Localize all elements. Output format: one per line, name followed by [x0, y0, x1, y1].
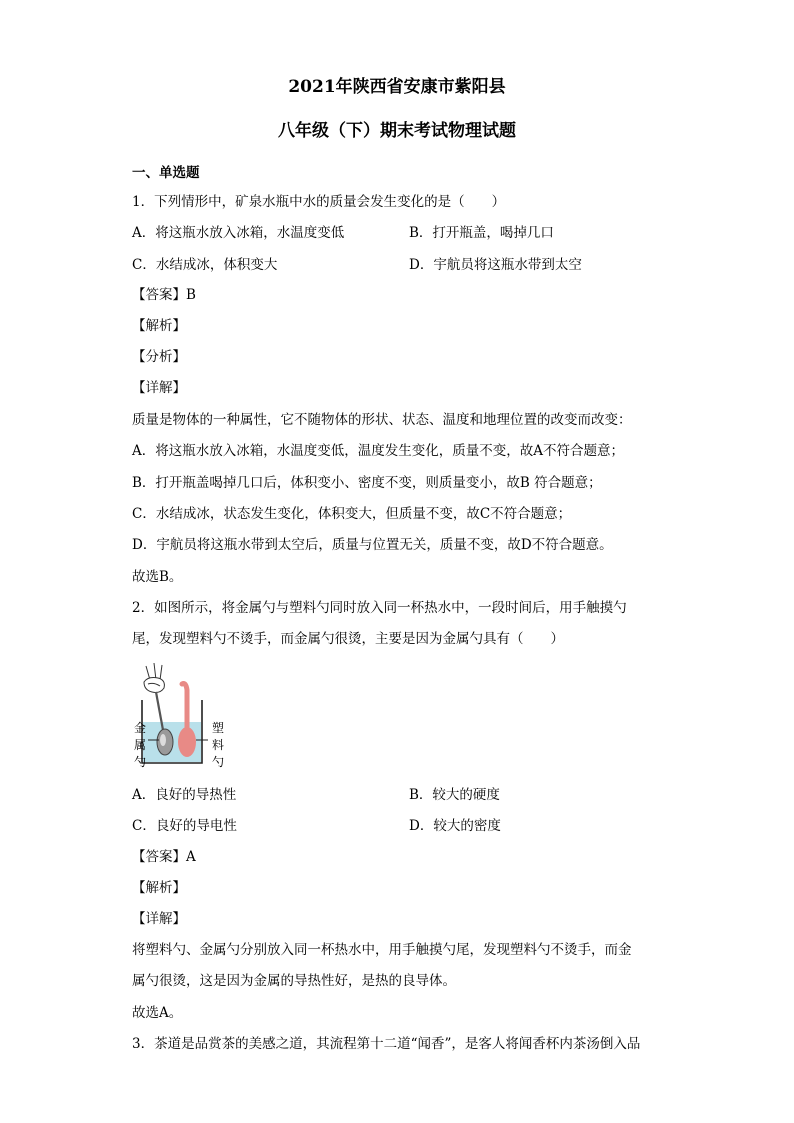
q1-stem: 1．下列情形中，矿泉水瓶中水的质量会发生变化的是（ ） [132, 194, 506, 210]
q2-option-b: B．较大的硬度 [409, 787, 500, 803]
metal-spoon-label-char: 金 [133, 721, 146, 735]
plastic-spoon-label-char: 塑 [211, 721, 224, 735]
q1-answer: 【答案】B [132, 287, 196, 303]
q2-jiexi-label: 【解析】 [132, 880, 186, 896]
hand-icon [144, 663, 164, 693]
q2-option-c: C．良好的导电性 [132, 818, 237, 834]
q2-option-d: D．较大的密度 [409, 818, 501, 834]
q1-xiangjie-label: 【详解】 [132, 380, 186, 396]
q1-explain-line: D．宇航员将这瓶水带到太空后，质量与位置无关，质量不变，故D不符合题意。 [132, 537, 613, 553]
q1-option-d: D．宇航员将这瓶水带到太空 [409, 257, 582, 273]
q2-conclusion: 故选A。 [132, 1005, 183, 1021]
metal-spoon-label-char: 勺 [133, 755, 146, 769]
document-title-line2: 八年级（下）期末考试物理试题 [278, 121, 516, 141]
q3-stem-line1: 3．茶道是品赏茶的美感之道，其流程第十二道“闻香”，是客人将闻香杯内茶汤倒入品 [132, 1036, 641, 1052]
q1-jiexi-label: 【解析】 [132, 318, 186, 334]
section-heading: 一、单选题 [132, 165, 200, 181]
plastic-spoon-label-char: 勺 [211, 755, 224, 769]
q2-explain-line: 将塑料勺、金属勺分别放入同一杯热水中，用手触摸勺尾，发现塑料勺不烫手，而金 [132, 942, 632, 958]
metal-spoon-label-char: 属 [133, 738, 146, 752]
q2-xiangjie-label: 【详解】 [132, 911, 186, 927]
q2-option-a: A．良好的导热性 [132, 787, 237, 803]
q1-fenxi-label: 【分析】 [132, 349, 186, 365]
plastic-spoon-icon [178, 684, 196, 757]
beaker-illustration [132, 660, 242, 772]
q1-option-b: B．打开瓶盖，喝掉几口 [409, 225, 554, 241]
q2-answer: 【答案】A [132, 849, 196, 865]
q2-stem-line1: 2．如图所示，将金属勺与塑料勺同时放入同一杯热水中，一段时间后，用手触摸勺 [132, 600, 627, 616]
spoon-beaker-figure [132, 660, 242, 772]
plastic-spoon-label-char: 料 [211, 738, 224, 752]
q1-option-c: C．水结成冰，体积变大 [132, 257, 278, 273]
q1-option-a: A．将这瓶水放入冰箱，水温度变低 [132, 225, 345, 241]
document-title-line1: 2021年陕西省安康市紫阳县 [288, 77, 506, 97]
q2-stem-line2: 尾，发现塑料勺不烫手，而金属勺很烫，主要是因为金属勺具有（ ） [132, 631, 564, 647]
q2-explain-line: 属勺很烫，这是因为金属的导热性好，是热的良导体。 [132, 973, 456, 989]
q1-explain-line: C．水结成冰，状态发生变化，体积变大，但质量不变，故C不符合题意； [132, 506, 572, 522]
q1-explain-line: B．打开瓶盖喝掉几口后，体积变小、密度不变，则质量变小，故B 符合题意； [132, 475, 602, 491]
q1-conclusion: 故选B。 [132, 569, 183, 585]
q1-explain-line: A．将这瓶水放入冰箱，水温度变低，温度发生变化，质量不变，故A不符合题意； [132, 443, 624, 459]
q1-explain-line: 质量是物体的一种属性，它不随物体的形状、状态、温度和地理位置的改变而改变： [132, 412, 632, 428]
